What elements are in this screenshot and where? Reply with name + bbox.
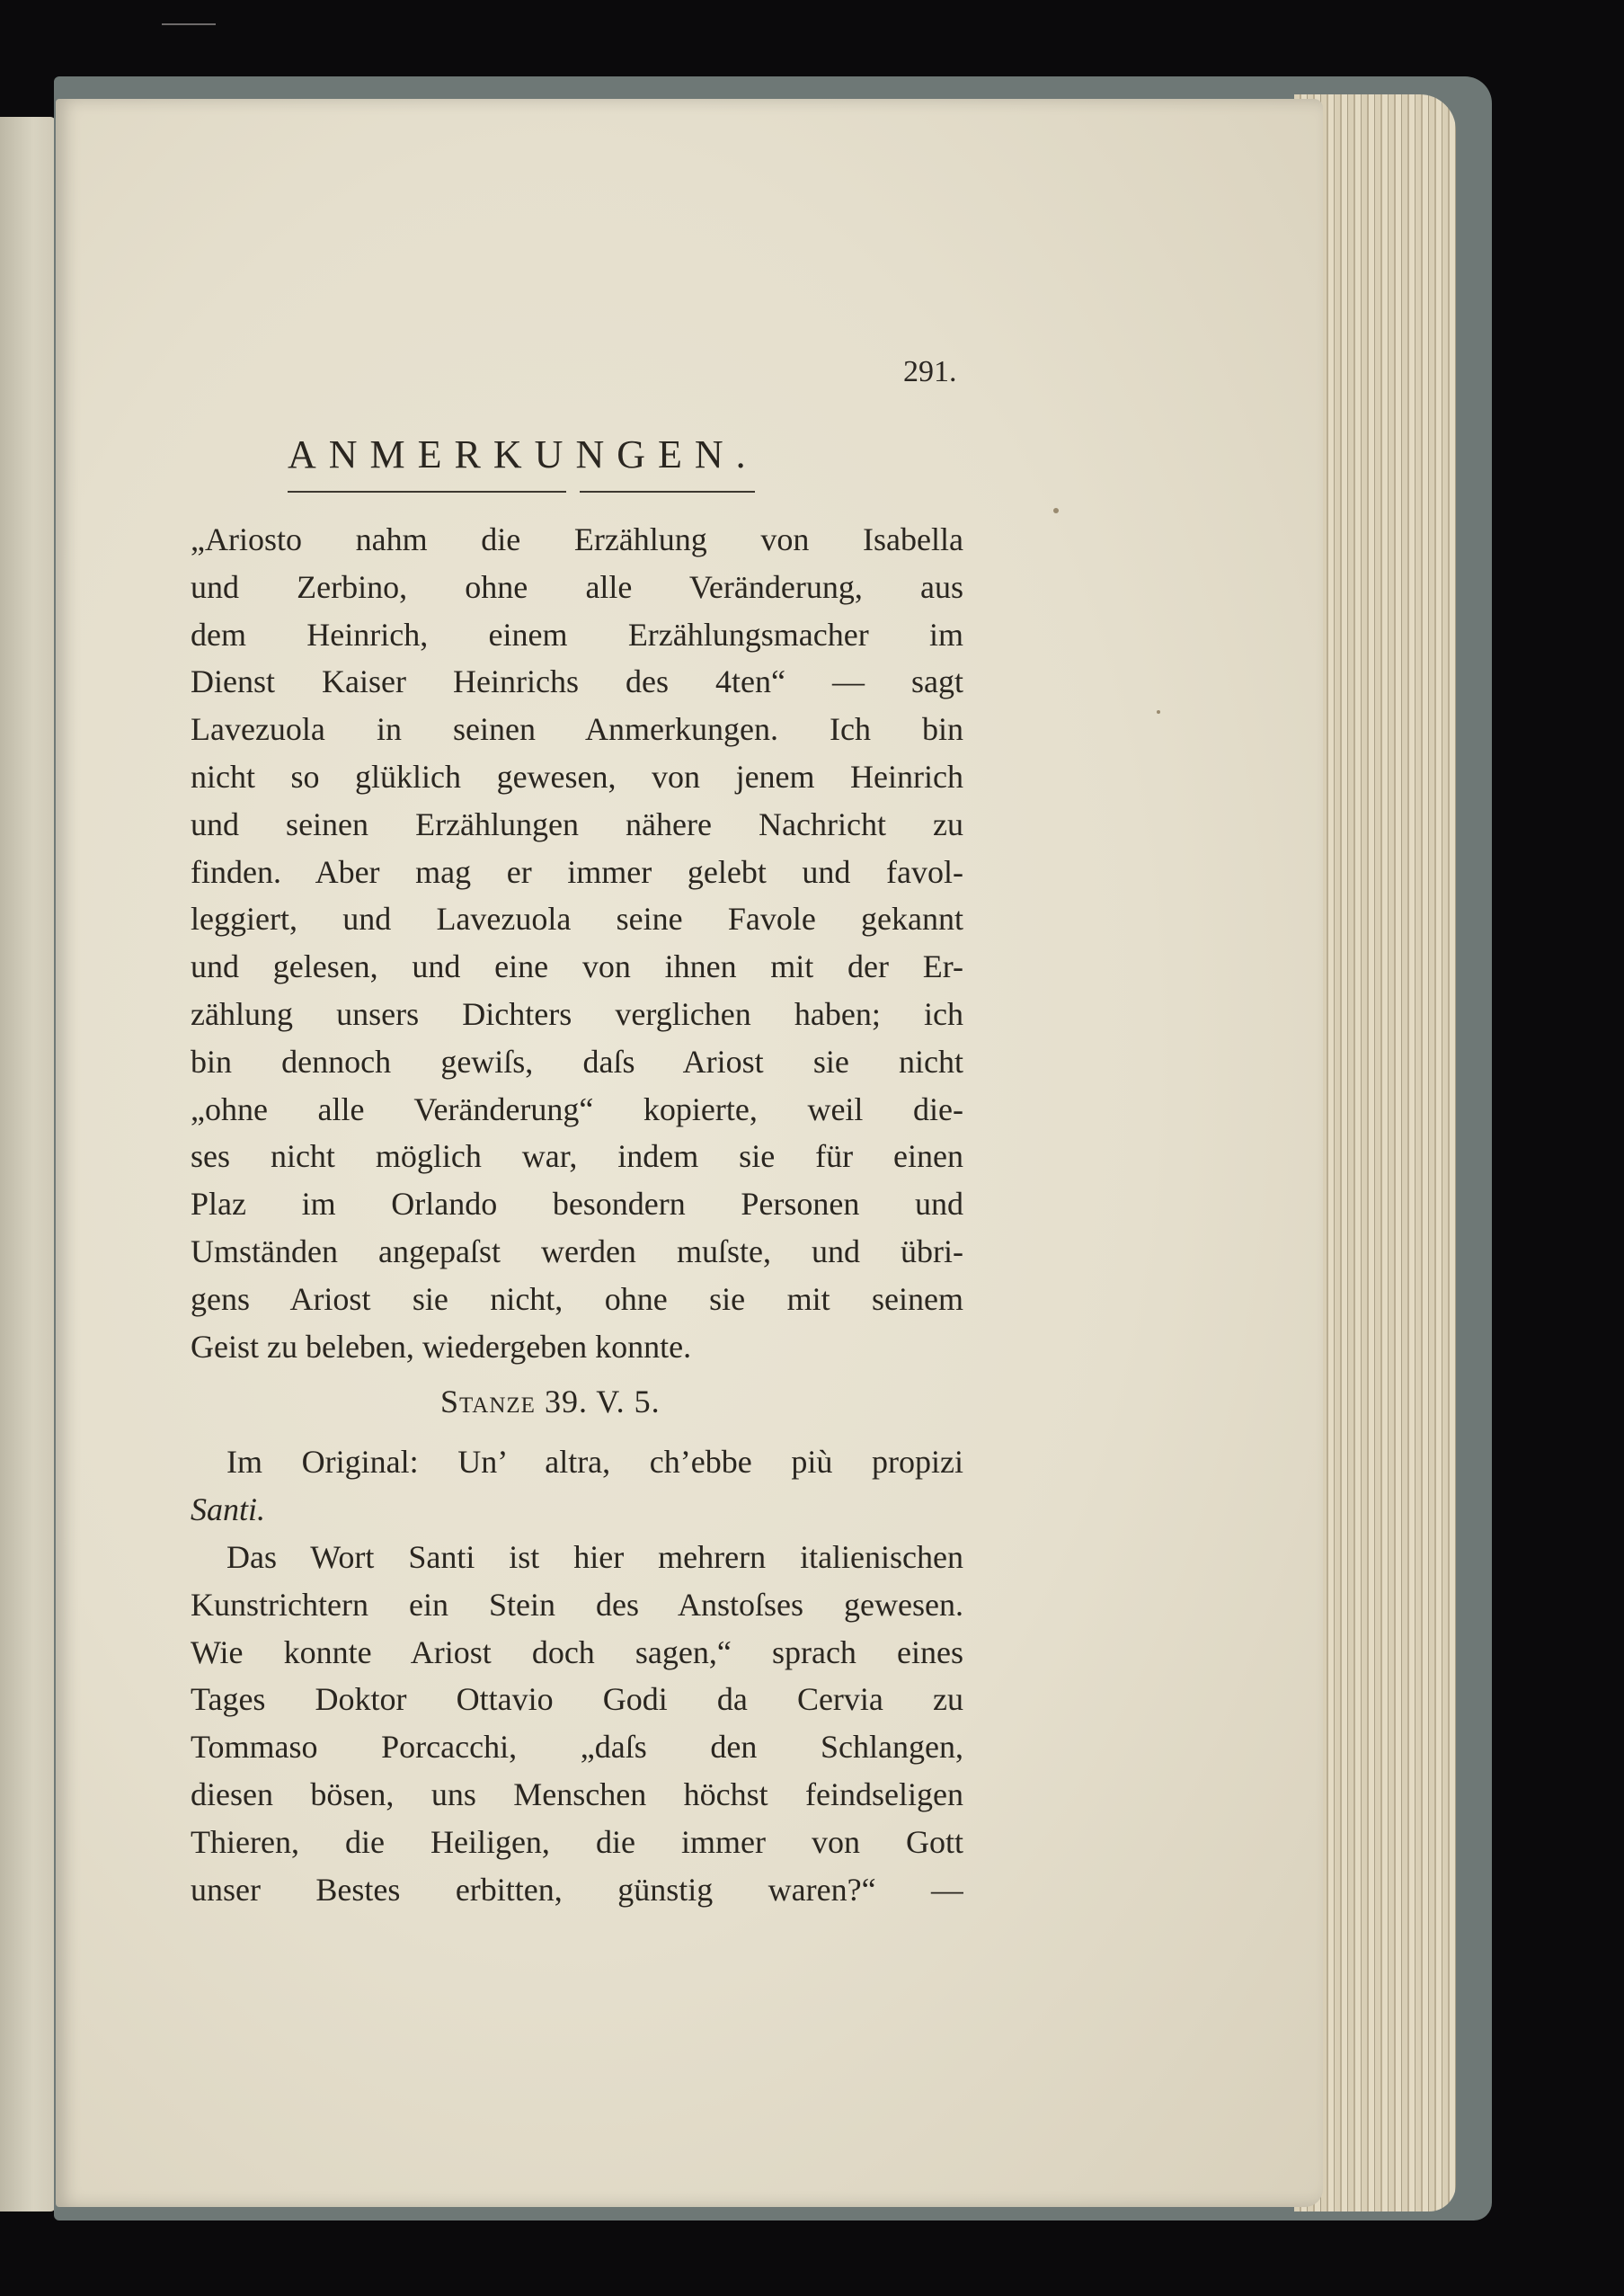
- heading-rule-left: [288, 491, 566, 493]
- text-line: Umständen angepaſst werden muſste, und übri-: [191, 1233, 963, 1269]
- text-line: unser Bestes erbitten, günstig waren?“ —: [191, 1871, 963, 1908]
- text-line: „Ariosto nahm die Erzählung von Isabella: [191, 521, 963, 557]
- text-line: Geist zu beleben, wiedergeben konnte.: [191, 1328, 692, 1365]
- text-line: und gelesen, und eine von ihnen mit der Er-: [191, 948, 963, 985]
- stanze-heading: Stanze 39. V. 5.: [440, 1384, 661, 1419]
- top-edge-line: [162, 23, 216, 25]
- text-line: dem Heinrich, einem Erzählungsmacher im: [191, 616, 963, 653]
- text-line: finden. Aber mag er immer gelebt und favol-: [191, 853, 963, 890]
- text-line: Tommaso Porcacchi, „daſs den Schlangen,: [191, 1729, 963, 1766]
- text-line: bin dennoch gewiſs, daſs Ariost sie nicht: [191, 1043, 963, 1080]
- text-line: zählung unsers Dichters verglichen haben; ich: [191, 995, 963, 1032]
- paragraph-santi: [191, 1534, 963, 1913]
- text-line: Santi.: [191, 1491, 266, 1527]
- paper-speck: [1157, 710, 1160, 714]
- text-line: leggiert, und Lavezuola seine Favole gekannt: [191, 901, 963, 938]
- text-line: Kunstrichtern ein Stein des Anstoſses gewesen.: [191, 1586, 963, 1623]
- text-line: ses nicht möglich war, indem sie für einen: [191, 1138, 963, 1175]
- text-line: Im Original: Un’ altra, ch’ebbe più propizi: [226, 1444, 963, 1480]
- text-line: Das Wort Santi ist hier mehrern italienischen: [226, 1539, 963, 1575]
- text-line: Plaz im Orlando besondern Personen und: [191, 1186, 963, 1223]
- text-line: Thieren, die Heiligen, die immer von Gott: [191, 1823, 963, 1860]
- page-number: 291.: [903, 355, 957, 388]
- paper-speck: [1053, 508, 1059, 513]
- text-line: nicht so glüklich gewesen, von jenem Heinrich: [191, 758, 963, 795]
- text-line: Lavezuola in seinen Anmerkungen. Ich bin: [191, 711, 963, 748]
- text-line: diesen bösen, uns Menschen höchst feindseligen: [191, 1775, 963, 1812]
- heading-rule-right: [580, 491, 755, 493]
- text-line: „ohne alle Veränderung“ kopierte, weil die-: [191, 1090, 963, 1127]
- text-line: und Zerbino, ohne alle Veränderung, aus: [191, 568, 963, 605]
- text-line: Wie konnte Ariost doch sagen,“ sprach eines: [191, 1633, 963, 1670]
- text-line: gens Ariost sie nicht, ohne sie mit seinem: [191, 1280, 963, 1317]
- text-line: und seinen Erzählungen nähere Nachricht zu: [191, 805, 963, 842]
- page-heading: ANMERKUNGEN.: [288, 432, 759, 476]
- paragraph-original: [191, 1438, 963, 1534]
- text-line: Dienst Kaiser Heinrichs des 4ten“ — sagt: [191, 663, 963, 700]
- text-line: Tages Doktor Ottavio Godi da Cervia zu: [191, 1681, 963, 1718]
- left-page-edge: [0, 117, 56, 2211]
- paragraph-ariosto-source: [191, 516, 963, 1370]
